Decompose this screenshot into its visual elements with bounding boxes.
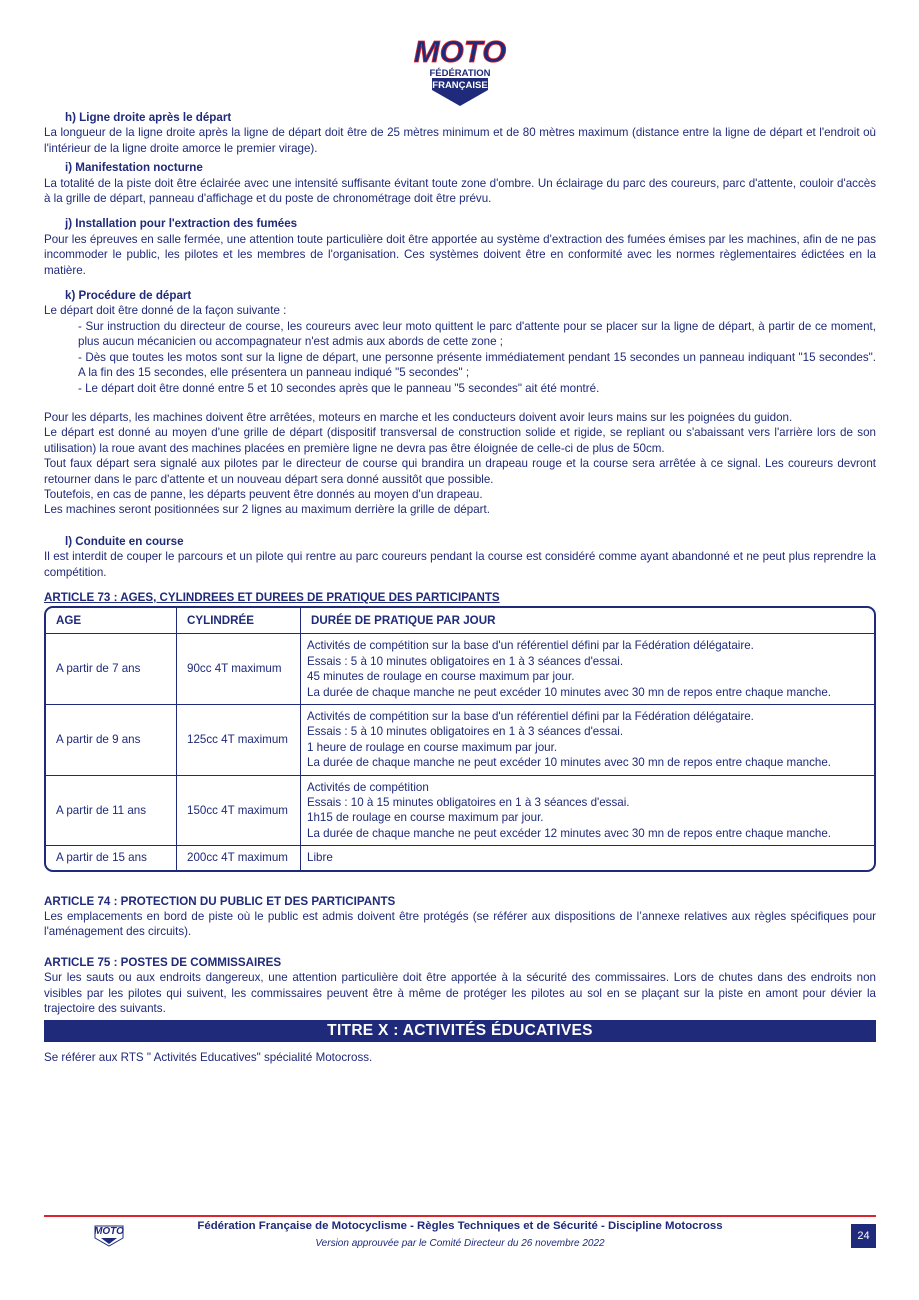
footer-logo-word: MOTO [94,1226,124,1237]
list-item: - Le départ doit être donné entre 5 et 10 secondes après que le panneau "5 secondes" ait été montré. [78,381,600,395]
page-number: 24 [851,1224,876,1248]
duree-line: Essais : 10 à 15 minutes obligatoires en 1 à 3 séances d'essai. [307,796,630,810]
article-75-title: ARTICLE 75 : POSTES DE COMMISSAIRES [44,955,282,969]
section-j-title: j) Installation pour l'extraction des fumées [65,217,298,231]
ffm-footer-logo [92,1220,126,1248]
article-75-text: Sur les sauts ou aux endroits dangereux, une attention particulière doit être apportée à la sécurité des commissaires. Lors de chutes dans des endroits non visibles par les pilotes qui suivent, les commissaires peuvent être à même de protéger les pilotes au sol en se plaçant sur la piste en amont pour dévier la trajectoire des suivants. [44,971,876,1016]
participants-table [44,606,876,871]
cell-duree [301,776,874,847]
article-74-text: Les emplacements en bord de piste où le public est admis doivent être protégés (se référer aux dispositions de l’annexe relatives aux règles spécifiques pour l'aménagement des circuits). [44,910,876,939]
cell-age: A partir de 11 ans [46,776,177,847]
table-header-row [46,608,874,634]
duree-line: Essais : 5 à 10 minutes obligatoires en 1 à 3 séances d'essai. [307,725,624,739]
duree-line: La durée de chaque manche ne peut excéder 10 minutes avec 30 mn de repos entre chaque manche. [307,685,832,699]
cell-cylindree: 150cc 4T maximum [177,776,301,847]
section-k-title: k) Procédure de départ [65,289,192,303]
footer-subtitle: Version approuvée par le Comité Directeur du 26 novembre 2022 [315,1238,605,1249]
document-body [44,106,876,1065]
duree-line: 1 heure de roulage en course maximum par jour. [307,740,558,754]
logo-line1: FÉDÉRATION [429,68,491,79]
section-i-text: La totalité de la piste doit être éclairée avec une intensité suffisante évitant toute zone d'ombre. Un éclairage du parc des coureurs, parc d'attente, couloir d'accès à la grille de départ, panneau d'affichage et du poste de chronométrage doit être prévu. [44,176,876,206]
cell-age: A partir de 15 ans [46,846,177,869]
cell-duree [301,705,874,776]
duree-line: Activités de compétition [307,780,429,794]
list-item: - Sur instruction du directeur de course, les coureurs avec leur moto quittent le parc d'attente pour se placer sur la ligne de départ, à partir de ce moment, plus aucun mécanicien ou accompagnateur n'est admis aux abords de cette zone ; [78,319,876,349]
cell-age: A partir de 9 ans [46,705,177,776]
duree-line: Activités de compétition sur la base d'un référentiel défini par la Fédération délégataire. [307,639,754,653]
footer-divider [44,1215,876,1217]
duree-line: Essais : 5 à 10 minutes obligatoires en 1 à 3 séances d'essai. [307,654,624,668]
duree-line: 1h15 de roulage en course maximum par jour. [307,811,544,825]
section-h-title: h) Ligne droite après le départ [65,111,232,124]
duree-line: La durée de chaque manche ne peut excéder 12 minutes avec 30 mn de repos entre chaque manche. [307,826,832,840]
cell-age: A partir de 7 ans [46,634,177,705]
cell-cylindree: 90cc 4T maximum [177,634,301,705]
section-l-title: l) Conduite en course [65,534,184,548]
titre-x-banner: TITRE X : ACTIVITÉS ÉDUCATIVES [44,1020,876,1042]
duree-line: La durée de chaque manche ne peut excéder 10 minutes avec 30 mn de repos entre chaque manche. [307,756,832,770]
column-header-duree: DURÉE DE PRATIQUE PAR JOUR [301,608,874,634]
table-row [46,705,874,776]
spacer [44,518,876,530]
column-header-cylindree: CYLINDRÉE [177,608,301,634]
list-item: - Dès que toutes les motos sont sur la ligne de départ, une personne présente immédiatement pendant 15 secondes un panneau indiquant "15 secondes". A la fin des 15 secondes, elle présentera un panneau indiqué "5 secondes" ; [78,350,876,380]
logo-line2: FRANÇAISE [432,80,488,91]
titre-x-text: Se référer aux RTS " Activités Educatives" spécialité Motocross. [44,1050,373,1064]
cell-duree [301,634,874,705]
duree-line: Libre [307,851,333,865]
section-l-text: Il est interdit de couper le parcours et un pilote qui rentre au parc coureurs pendant la course est considéré comme ayant abandonné et ne peut plus reprendre la compétition. [44,550,876,579]
footer-title: Fédération Française de Motocyclisme - Règles Techniques et de Sécurité - Discipline Motocross [197,1220,723,1232]
section-k-intro: Le départ doit être donné de la façon suivante : [44,304,287,318]
section-k-para: Toutefois, en cas de panne, les départs peuvent être donnés au moyen d'un drapeau. [44,487,483,501]
section-i-title: i) Manifestation nocturne [65,161,203,175]
section-k-para: Pour les départs, les machines doivent être arrêtées, moteurs en marche et les conducteurs doivent avoir leurs mains sur les poignées du guidon. [44,410,793,424]
column-header-age: AGE [46,608,177,634]
section-k-para: Les machines seront positionnées sur 2 lignes au maximum derrière la grille de départ. [44,503,490,517]
ffm-logo [408,30,512,110]
cell-cylindree: 200cc 4T maximum [177,846,301,869]
section-k-para: Le départ est donné au moyen d'une grille de départ (dispositif transversal de construction solide et rigide, se repliant ou s'abaissant vers l'arrière lors de son utilisation) la roue avant des machines placées en première ligne ne devra pas être éloignée de celle-ci de plus de 50cm. [44,426,876,455]
section-h-text: La longueur de la ligne droite après la ligne de départ doit être de 25 mètres minimum et de 80 mètres maximum (distance entre la ligne de départ et l'endroit où l'intérieur de la ligne droite amorce le premier virage). [44,126,876,155]
table-row [46,634,874,705]
table-row [46,776,874,847]
article-73-title: ARTICLE 73 : AGES, CYLINDREES ET DUREES DE PRATIQUE DES PARTICIPANTS [44,590,500,604]
section-j-text: Pour les épreuves en salle fermée, une attention toute particulière doit être apportée au système d'extraction des fumées émises par les machines, afin de ne pas incommoder le public, les pilotes et les membres de l'organisation. Ces systèmes doivent être en conformité avec les normes règlementaires édictées en la matière. [44,232,876,277]
spacer [44,278,876,284]
section-k-para: Tout faux départ sera signalé aux pilotes par le directeur de course qui brandira un drapeau rouge et la course sera arrêtée à ce signal. Les coureurs devront retourner dans le parc d'attente et un nouveau départ sera donné aussitôt que possible. [44,457,876,486]
duree-line: Activités de compétition sur la base d'un référentiel défini par la Fédération délégataire. [307,710,754,723]
logo-word: MOTO [413,34,507,69]
spacer [44,206,876,212]
cell-cylindree: 125cc 4T maximum [177,705,301,776]
table-row [46,846,874,869]
article-74-title: ARTICLE 74 : PROTECTION DU PUBLIC ET DES PARTICIPANTS [44,894,396,908]
duree-line: 45 minutes de roulage en course maximum par jour. [307,670,575,684]
cell-duree [301,846,874,869]
spacer [44,396,876,410]
